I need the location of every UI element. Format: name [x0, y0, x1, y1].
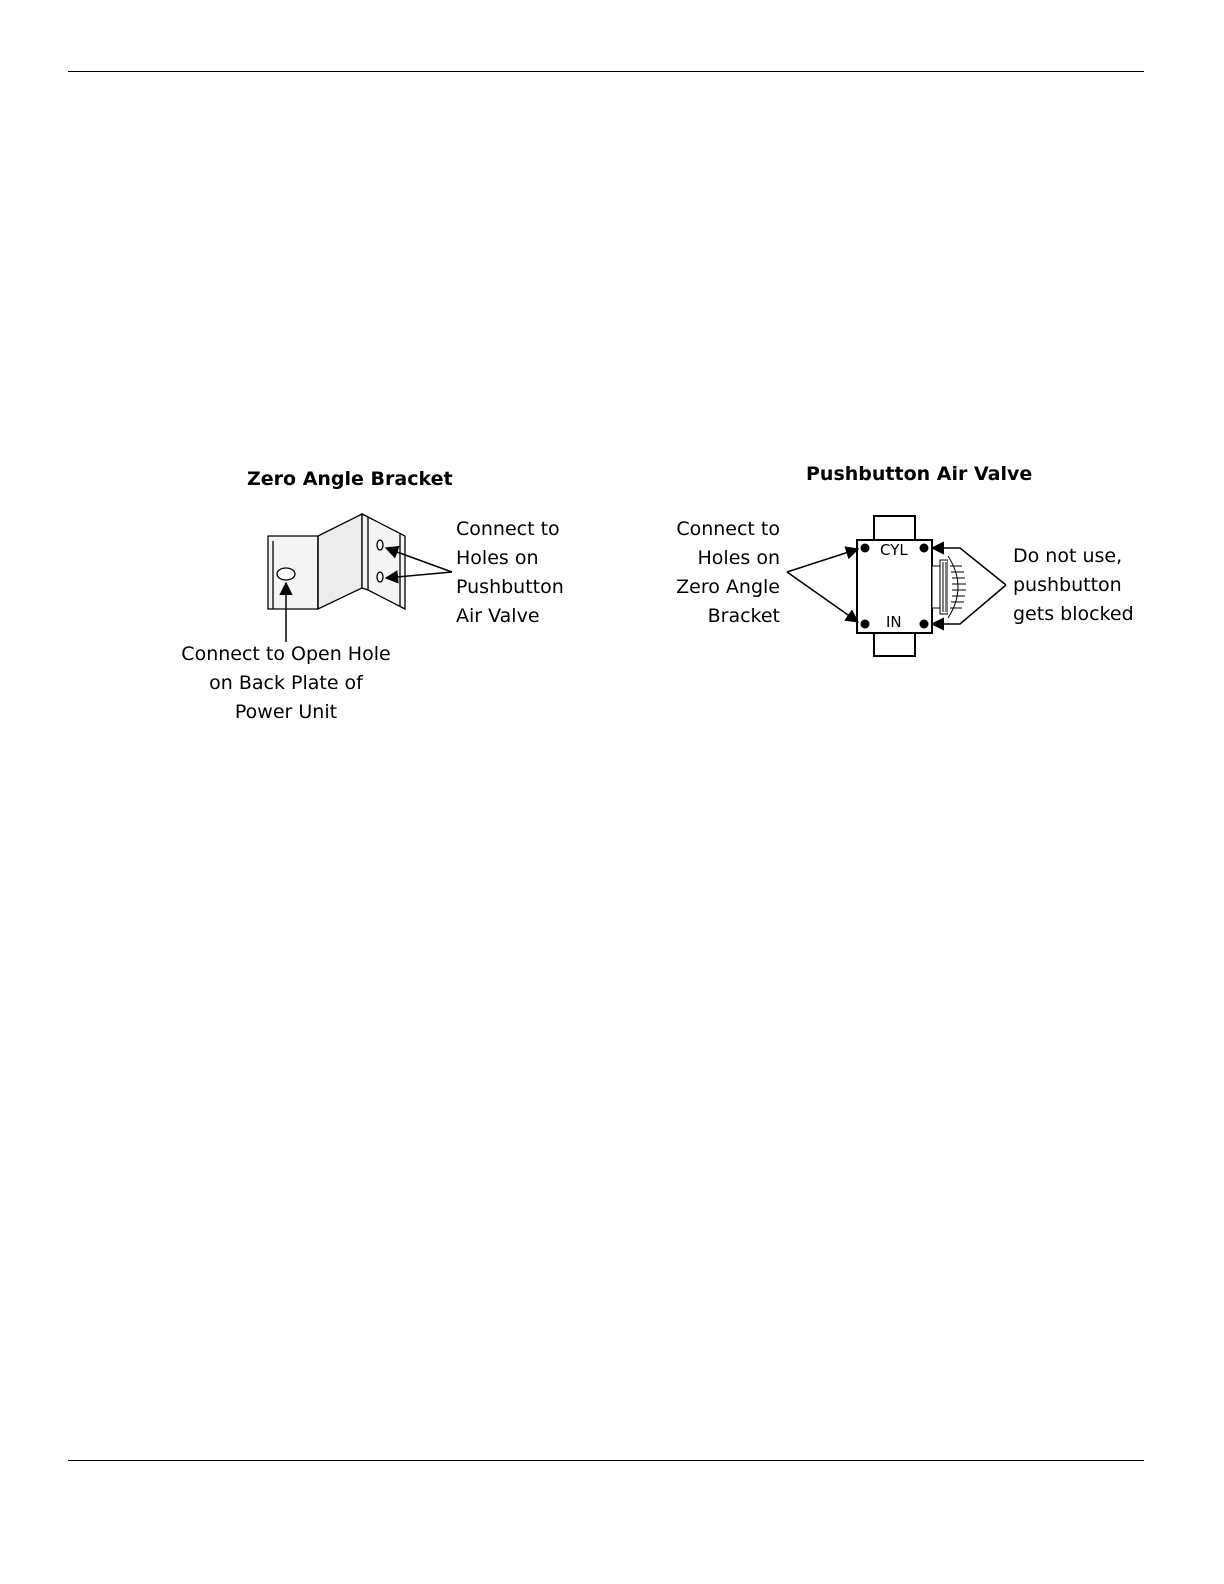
bracket-bottom-label-line: Power Unit — [234, 701, 338, 723]
valve-right-label-line: Do not use, — [1013, 545, 1123, 567]
bracket-bottom-label-line: Connect to Open Hole — [181, 643, 391, 665]
bracket-right-label-line: Holes on — [456, 547, 539, 569]
bracket-title: Zero Angle Bracket — [247, 468, 453, 490]
valve-title: Pushbutton Air Valve — [806, 463, 1033, 485]
valve-hole-top-left — [861, 544, 870, 553]
bracket-right-label-line: Air Valve — [456, 605, 540, 627]
valve-illustration — [857, 516, 932, 656]
arrow-to-valve-bottom-left — [787, 572, 858, 622]
valve-hole-bottom-right — [920, 620, 929, 629]
valve-left-label-line: Zero Angle — [676, 576, 780, 598]
valve-left-label-line: Connect to — [676, 518, 780, 540]
valve-left-label-line: Holes on — [697, 547, 780, 569]
bracket-illustration — [268, 514, 405, 609]
port-in-label: IN — [886, 613, 902, 631]
bracket-bottom-label-line: on Back Plate of — [209, 672, 363, 694]
bracket-right-label-line: Pushbutton — [456, 576, 564, 598]
valve-left-label-line: Bracket — [707, 605, 780, 627]
valve-hole-top-right — [920, 544, 929, 553]
valve-hole-bottom-left — [861, 620, 870, 629]
pushbutton-illustration — [932, 556, 966, 618]
valve-right-label-line: pushbutton — [1013, 574, 1122, 596]
valve-right-label-line: gets blocked — [1013, 603, 1134, 625]
arrow-to-valve-top-left — [787, 549, 858, 572]
port-cyl-label: CYL — [880, 541, 908, 559]
bracket-right-label-line: Connect to — [456, 518, 560, 540]
